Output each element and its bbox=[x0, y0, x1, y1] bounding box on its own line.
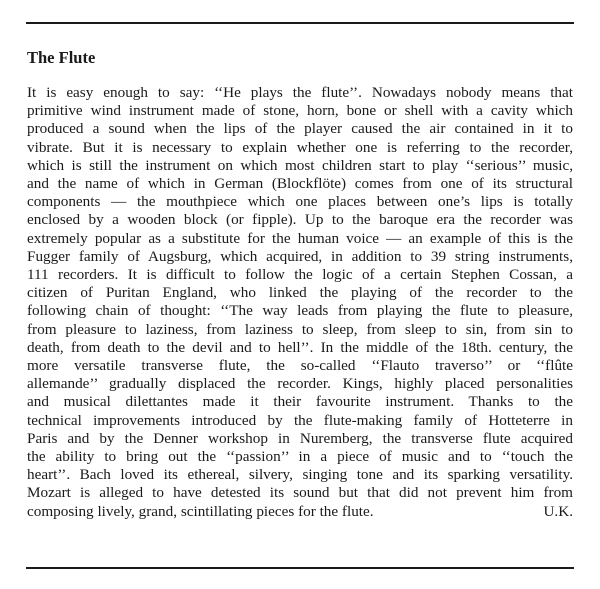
body-line: and the name of which in German (Blockflöte) comes from one of its structural bbox=[27, 175, 573, 193]
body-line: and musical dilettantes made it their favourite instrument. Thanks to the bbox=[27, 393, 573, 411]
article bbox=[27, 48, 573, 521]
author-signature: U.K. bbox=[543, 502, 573, 520]
body-line: extremely popular as a substitute for the human voice — an example of this is the bbox=[27, 229, 573, 247]
body-line: following chain of thought: ‘‘The way leads from playing the flute to pleasure, bbox=[27, 302, 573, 320]
body-line: Fugger family of Augsburg, which acquired, in addition to 39 string instruments, bbox=[27, 247, 573, 265]
body-line: 111 recorders. It is difficult to follow the logic of a certain Stephen Cossan, a bbox=[27, 266, 573, 284]
body-line: enclosed by a wooden block (or fipple). Up to the baroque era the recorder was bbox=[27, 211, 573, 229]
body-line: the ability to bring out the ‘‘passion’’ in a piece of music and to ‘‘touch the bbox=[27, 448, 573, 466]
body-line: technical improvements introduced by the flute-making family of Hotteterre in bbox=[27, 411, 573, 429]
body-line-last bbox=[27, 503, 573, 521]
body-line: death, from death to the devil and to hell’’. In the middle of the 18th. century, the bbox=[27, 338, 573, 356]
body-line: citizen of Puritan England, who linked the playing of the recorder to the bbox=[27, 284, 573, 302]
bottom-rule bbox=[26, 567, 574, 569]
closing-text: composing lively, grand, scintillating pieces for the flute. bbox=[27, 502, 374, 520]
body-line: primitive wind instrument made of stone, horn, bone or shell with a cavity which bbox=[27, 102, 573, 120]
body-line: allemande’’ gradually displaced the recorder. Kings, highly placed personalities bbox=[27, 375, 573, 393]
body-line: Paris and by the Denner workshop in Nuremberg, the transverse flute acquired bbox=[27, 429, 573, 447]
body-line: heart’’. Bach loved its ethereal, silvery, singing tone and its sparking versatility. bbox=[27, 466, 573, 484]
top-rule bbox=[26, 22, 574, 24]
body-line: components — the mouthpiece which one places between one’s lips is totally bbox=[27, 193, 573, 211]
body-line: vibrate. But it is necessary to explain whether one is referring to the recorder, bbox=[27, 138, 573, 156]
article-title: The Flute bbox=[27, 48, 96, 67]
body-line: more versatile transverse flute, the so-called ‘‘Flauto traverso’’ or ‘‘flûte bbox=[27, 357, 573, 375]
body-line: which is still the instrument on which most children start to play ‘‘serious’’ music, bbox=[27, 156, 573, 174]
body-line: Mozart is alleged to have detested its sound but that did not prevent him from bbox=[27, 484, 573, 502]
body-line: produced a sound when the lips of the player caused the air contained in it to bbox=[27, 120, 573, 138]
article-body bbox=[27, 84, 573, 521]
body-line: from pleasure to laziness, from laziness to sleep, from sleep to sin, from sin to bbox=[27, 320, 573, 338]
body-line: It is easy enough to say: ‘‘He plays the flute’’. Nowadays nobody means that bbox=[27, 84, 573, 101]
